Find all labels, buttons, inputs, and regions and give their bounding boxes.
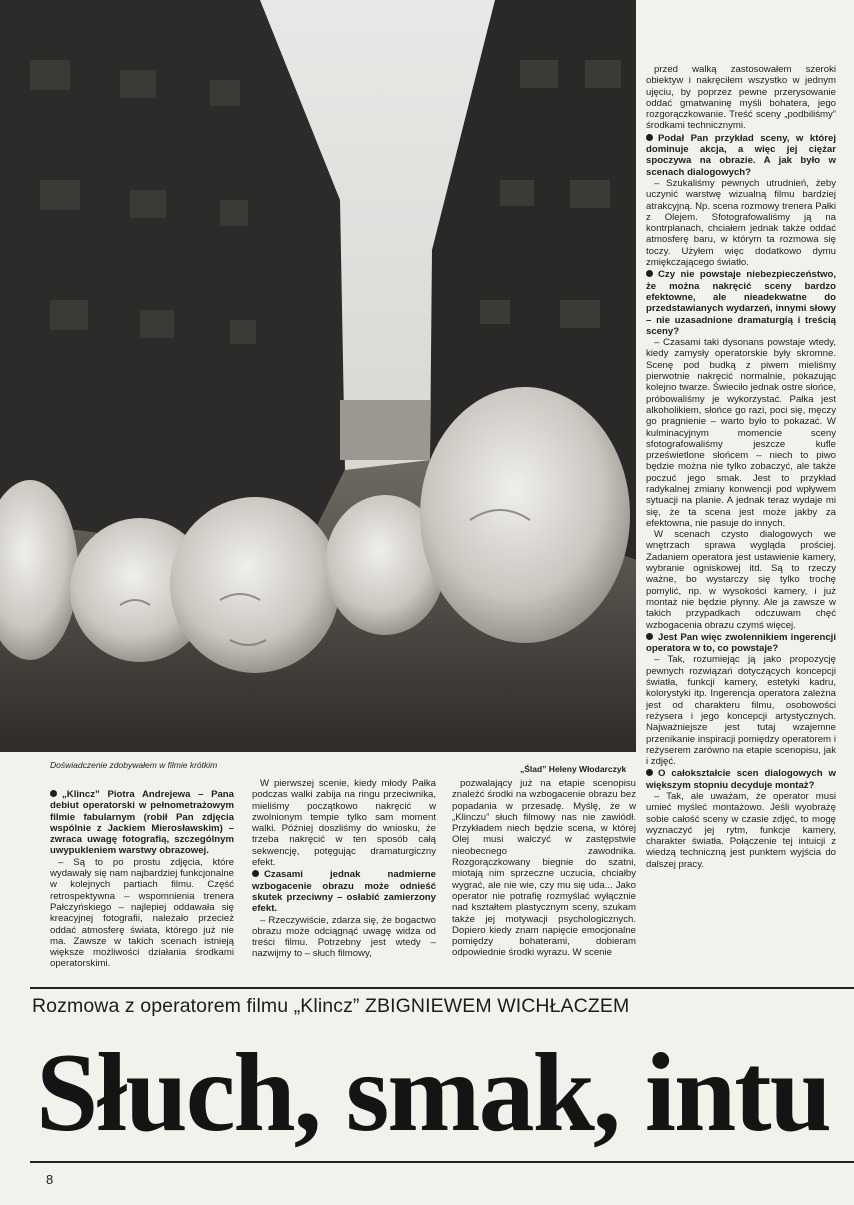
question: O całokształcie scen dialogowych w większym stopniu decyduje montaż?	[646, 768, 836, 791]
question: Jest Pan więc zwolennikiem ingerencji operatora w to, co powstaje?	[646, 631, 836, 655]
paragraph: – Są to po prostu zdjęcia, które wydawały się nam najbardziej funkcjonalne w kolejnych partiach filmu. Część retrospektywna – wspomnienia trenera Pałczyńskiego – najlepiej oddawała się kreacyjnej fotografii, należało przecież oddać atmosferę świata, którego już nie ma. Zawsze w takich scenach istnieją większe możliwości działania środkami operatorskimi.	[50, 856, 234, 970]
question: Czy nie powstaje niebezpieczeństwo, że można nakręcić sceny bardzo efektowne, ale nieadekwatne do przedstawianych wydarzeń, innymi słowy – nie uzasadnione dramaturgią i treścią sceny?	[646, 269, 836, 337]
bullet-icon	[646, 769, 653, 776]
right-column	[646, 64, 836, 870]
bullet-icon	[646, 270, 653, 277]
street-sculpture-photo	[0, 0, 636, 752]
paragraph: – Tak, ale uważam, że operator musi umieć myśleć montażowo. Jeśli wyobrażę sobie całość sceny w czasie zdjęć, to mogę wyznaczyć jej rytm, funkcje kamery, charakter światła. Połączenie tej intuicji z wiedzą techniczną jest punktem wyjścia do dalszej pracy.	[646, 791, 836, 870]
photo-credit: „Ślad” Heleny Włodarczyk	[520, 764, 627, 774]
bullet-icon	[646, 633, 653, 640]
bullet-icon	[50, 790, 57, 797]
paragraph: W scenach czysto dialogowych we wnętrzach sprawa wygląda prościej. Zadaniem operatora jest ustawienie kamery, wybranie ogniskowej itd. Są to rzeczy ważne, bo wystarczy się tylko trochę pomylić, np. w wysokości kamery, i już montaż nie będzie płynny. Ale ja zawsze w takich przypadkach odczuwam chęć wzbogacenia obrazu czymś więcej.	[646, 529, 836, 631]
divider-bottom	[30, 1161, 854, 1163]
paragraph: W pierwszej scenie, kiedy młody Pałka podczas walki zabija na ringu przeciwnika, mieliśmy początkowo nakręcić w zwolnionym tempie tylko sam moment walki. Później doszliśmy do wniosku, że trzeba nakręcić w ten sposób całą sekwencję, potęgując dramaturgiczny efekt.	[252, 778, 436, 869]
question: Czasami jednak nadmierne wzbogacenie obrazu może odnieść skutek przeciwny – osłabić zamierzony efekt.	[252, 869, 436, 915]
bullet-icon	[252, 870, 259, 877]
bullet-icon	[646, 134, 653, 141]
column-1	[50, 788, 234, 970]
article-photo	[0, 0, 636, 752]
paragraph: – Rzeczywiście, zdarza się, że bogactwo obrazu może odciągnąć uwagę widza od treści filmu. Potrzebny jest wtedy – nazwijmy to – słuch filmowy,	[252, 914, 436, 960]
question: Podał Pan przykład sceny, w której dominuje akcja, a więc jej ciężar spoczywa na obrazie. A jak było w scenach dialogowych?	[646, 132, 836, 178]
page-number: 8	[46, 1172, 54, 1187]
column-3	[452, 778, 636, 959]
paragraph: przed walką zastosowałem szeroki obiektyw i nakręciłem wszystko w jednym ujęciu, by poprzez pewne przerysowanie oddać gmatwaninę myśli bohatera, jego rozgorączkowanie. Treść sceny „podbiliśmy” środkami technicznymi.	[646, 64, 836, 132]
question: „Klincz” Piotra Andrejewa – Pana debiut operatorski w pełnometrażowym filmie fabularnym (robił Pan zdjęcia wspólnie z Jackiem Mierosławskim) – zwraca uwagę fotografią, szczególnym uwypukleniem warstwy obrazowej.	[50, 789, 234, 857]
paragraph: – Czasami taki dysonans powstaje wtedy, kiedy zamysły operatorskie były skromne. Scenę pod budką z piwem mieliśmy pierwotnie nakręcić normalnie, pokazując kolejno twarze. Świeciło jednak ostre słońce, próbowaliśmy je wykorzystać. Pałka jest alkoholikiem, słońce go razi, poci się, męczy go pragnienie – warto było to pokazać. W kulminacyjnym momencie sceny sfotografowaliśmy jeszcze kufle prześwietlone słońcem – niech to piwo będzie można nie tylko zobaczyć, ale także poczuć jego smak. Jest to przykład radykalnej zmiany konwencji pod wpływem sytuacji na planie. A jednak teraz wydaje mi się, że ta scena jest może jakby za efektowna, nie pasuje do innych.	[646, 337, 836, 529]
paragraph: pozwalający już na etapie scenopisu znaleźć środki na wzbogacenie obrazu bez popadania w przesadę. Myślę, że w „Klinczu” słuch filmowy nas nie zawiódł. Przykładem niech będzie scena, w której Olej musi walczyć w zastępstwie nieobecnego zawodnika. Rozgorączkowany biegnie do szatni, miotają nim sprzeczne uczucia, chciałby wygrać, ale nie wie, czy mu się uda... Jako operator nie potrafię rozmyślać wyłącznie nad kształtem plastycznym sceny, szukam także jej motywacji psychologicznych. Dopiero kiedy znam napięcie emocjonalne pomiędzy bohaterami, dobieram odpowiednie środki wyrazu. W scenie	[452, 778, 636, 959]
divider-top	[30, 987, 854, 989]
article-headline: Słuch, smak, intu	[36, 1031, 830, 1155]
photo-caption: Doświadczenie zdobywałem w filmie krótkim	[50, 760, 218, 770]
column-2	[252, 778, 436, 960]
paragraph: – Tak, rozumiejąc ją jako propozycję pewnych rozwiązań dotyczących koncepcji światła, funkcji kamery, estetyki kadru, kolorystyki itp. Ingerencja operatora zależna jest od charakteru filmu, osobowości reżysera i jego koncepcji artystycznych. Najważniejsze jest tutaj wzajemne przenikanie inspiracji pomiędzy operatorem i reżyserem zarówno na etapie scenopisu, jak i zdjęć.	[646, 654, 836, 768]
paragraph: – Szukaliśmy pewnych utrudnień, żeby uczynić warstwę wizualną filmu bardziej atrakcyjną. Np. scena rozmowy trenera Pałki z Olejem. Sfotografowaliśmy ją na kontrplanach, chciałem jednak także oddać atmosferę baru, w którym ta rozmowa się toczy. Użyłem więc dodatkowo dymu zmiękczającego światło.	[646, 177, 836, 269]
article-subtitle: Rozmowa z operatorem filmu „Klincz” ZBIGNIEWEM WICHŁACZEM	[32, 995, 630, 1017]
